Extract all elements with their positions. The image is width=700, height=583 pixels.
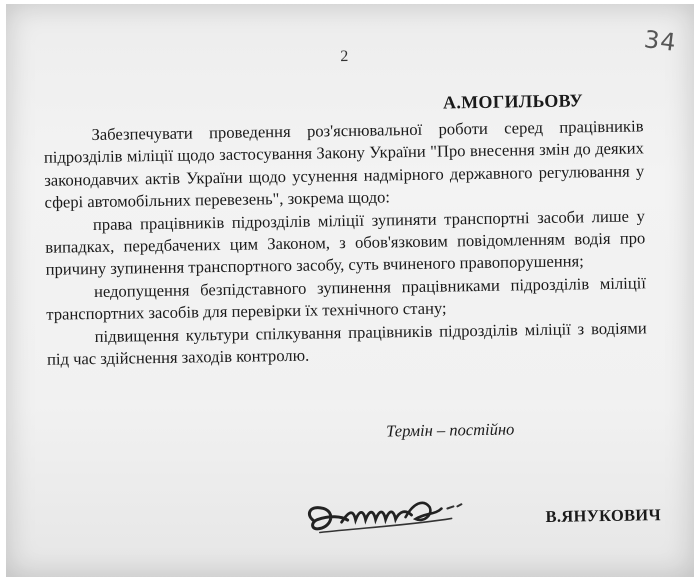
paragraph-communication-culture: підвищення культури спілкування працівників підрозділів міліції з водіями під час здійснення заходів контролю. — [46, 318, 647, 369]
addressee: А.МОГИЛЬОВУ — [442, 90, 584, 113]
document-page — [6, 4, 694, 577]
deadline-note: Термін – постійно — [386, 419, 515, 441]
page-number: 2 — [340, 47, 349, 66]
paragraph-no-groundless-stops: недопущення безпідставного зупинення працівниками підрозділів міліції транспортних засобів для перевірки їх технічного стану; — [46, 273, 647, 325]
document-photo — [6, 4, 694, 577]
paragraph-intro: Забезпечувати проведення роз'яснювальної роботи серед працівників підрозділів міліції щодо застосування Закону України "Про внесення змін до деяких законодавчих актів України щодо усунення надмірного державного регулювання у сфері автомобільних перевезень", зокрема щодо: — [43, 116, 645, 213]
resolution-text — [43, 115, 647, 371]
handwritten-archive-number: 34 — [642, 25, 679, 57]
signer-name: В.ЯНУКОВИЧ — [545, 505, 662, 526]
handwritten-signature — [301, 484, 472, 547]
paragraph-stopping-rights: права працівників підрозділів міліції зупиняти транспортні засоби лише у випадках, передбачених цим Законом, з обов'язковим повідомленням водія про причину зупинення транспортного засобу, суть вчиненого правопорушення; — [45, 205, 646, 280]
